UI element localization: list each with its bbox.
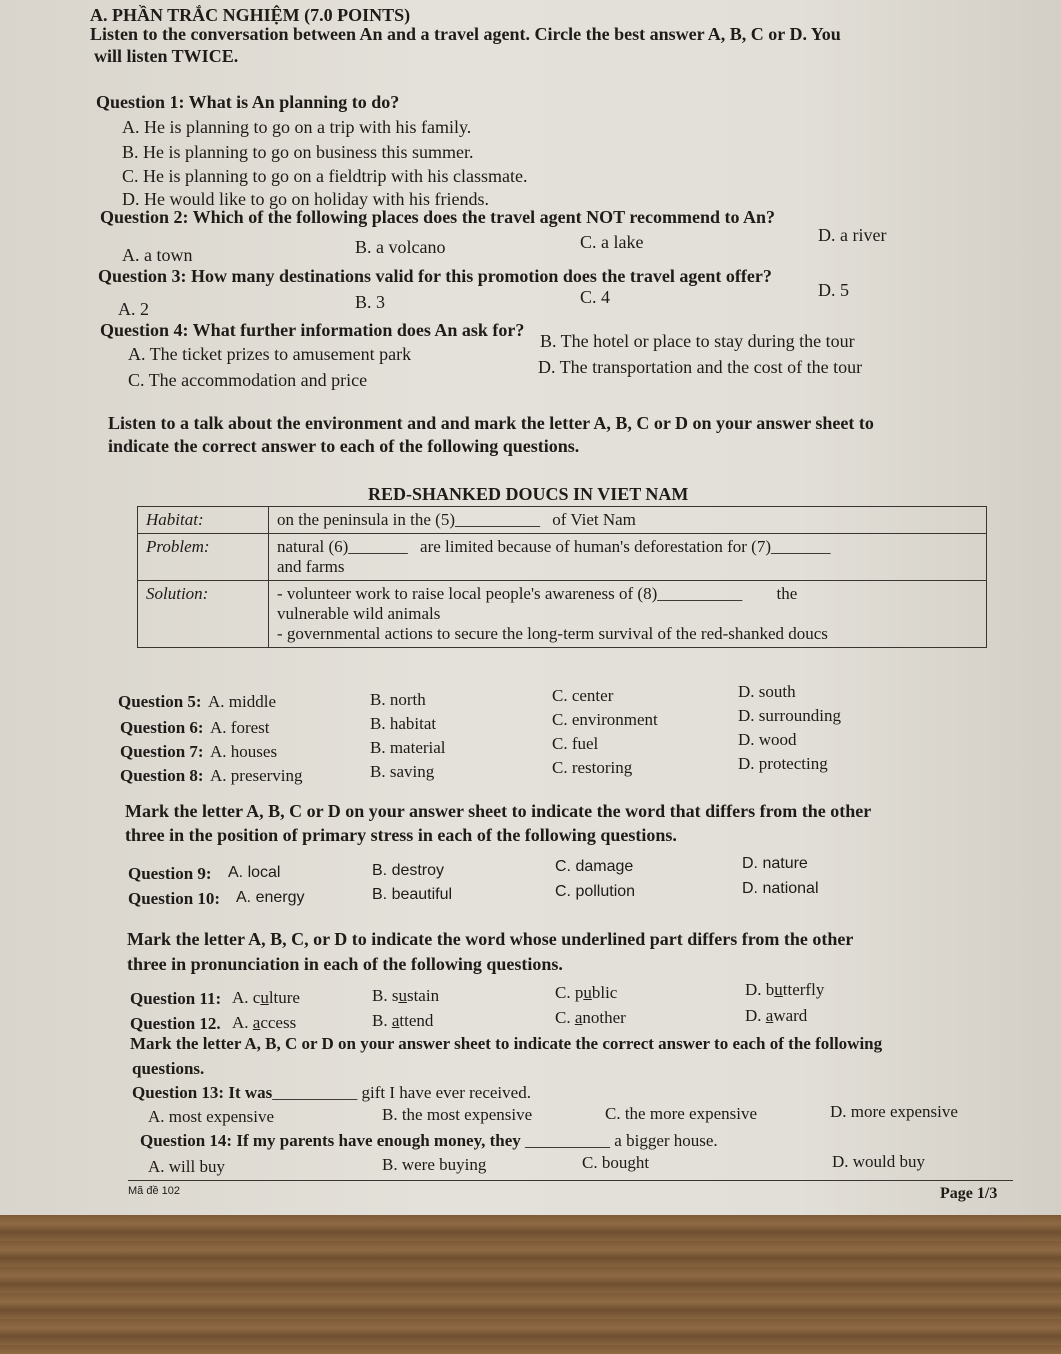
q11-option-c: C. public <box>555 983 618 1002</box>
q7-option-c: C. fuel <box>552 734 599 753</box>
blank-13: __________ <box>272 1083 358 1102</box>
q1-option-b: B. He is planning to go on business this summer. <box>122 142 474 162</box>
row-label: Habitat: <box>138 507 269 534</box>
q5-option-c: C. center <box>552 686 614 705</box>
q4-option-a: A. The ticket prizes to amusement park <box>128 344 412 364</box>
problem-text-end: and farms <box>277 557 345 576</box>
q14-option-a: A. will buy <box>148 1157 225 1176</box>
blank-6: _______ <box>348 537 408 556</box>
section-title: A. PHẦN TRẮC NGHIỆM (7.0 POINTS) <box>90 5 411 25</box>
q3-option-b: B. 3 <box>355 292 386 312</box>
row-content <box>269 581 987 648</box>
q14-option-d: D. would buy <box>832 1152 926 1171</box>
blank-14: __________ <box>525 1131 611 1150</box>
doucs-table <box>137 506 987 648</box>
q1-option-c: C. He is planning to go on a fieldtrip with his classmate. <box>122 166 528 186</box>
q13-option-d: D. more expensive <box>830 1102 958 1121</box>
question-4: Question 4: What further information does An ask for? <box>100 320 525 340</box>
question-5: Question 5: <box>118 692 202 711</box>
question-6: Question 6: <box>120 718 204 737</box>
part4-instruction-line-1: Mark the letter A, B, C, or D to indicate the word whose underlined part differs from the other <box>127 929 854 949</box>
problem-text: natural (6) <box>277 537 349 556</box>
part5-instruction-line-1: Mark the letter A, B, C or D on your answer sheet to indicate the correct answer to each of the following <box>130 1034 883 1053</box>
question-9: Question 9: <box>128 864 212 883</box>
table-row-habitat <box>138 507 987 534</box>
q12-option-c: C. another <box>555 1008 626 1027</box>
row-content <box>269 534 987 581</box>
exam-code: Mã đề 102 <box>128 1185 180 1197</box>
q11-option-b: B. sustain <box>372 986 440 1005</box>
q7-option-b: B. material <box>370 738 446 757</box>
q2-option-b: B. a volcano <box>355 237 446 257</box>
q4-option-b: B. The hotel or place to stay during the tour <box>540 331 855 351</box>
solution-text: - volunteer work to raise local people's awareness of (8) <box>277 584 658 603</box>
part3-instruction-line-2: three in the position of primary stress in each of the following questions. <box>125 825 677 845</box>
q14-option-b: B. were buying <box>382 1155 487 1174</box>
question-10: Question 10: <box>128 889 221 908</box>
instruction-line-1: Listen to the conversation between An and a travel agent. Circle the best answer A, B, C or D. You <box>90 24 841 44</box>
q4-option-c: C. The accommodation and price <box>128 370 368 390</box>
blank-7: _______ <box>771 537 831 556</box>
question-12: Question 12. <box>130 1014 221 1033</box>
solution-text-mid: the <box>776 584 798 603</box>
q8-option-c: C. restoring <box>552 758 633 777</box>
q8-option-b: B. saving <box>370 762 435 781</box>
q2-option-d: D. a river <box>818 225 887 245</box>
q7-option-a: A. houses <box>210 742 278 761</box>
q10-option-a: A. energy <box>236 889 305 906</box>
q11-option-a: A. culture <box>232 988 300 1007</box>
wooden-surface <box>0 1215 1061 1354</box>
question-13: Question 13: It was__________ gift I have ever received. <box>132 1083 531 1102</box>
q1-option-d: D. He would like to go on holiday with his friends. <box>122 189 489 209</box>
q3-option-d: D. 5 <box>818 280 849 300</box>
solution-text-line3: - governmental actions to secure the long-term survival of the red-shanked doucs <box>277 624 828 643</box>
q13-option-c: C. the more expensive <box>605 1104 758 1123</box>
q3-option-c: C. 4 <box>580 287 611 307</box>
blank-5: __________ <box>455 510 540 529</box>
q2-option-a: A. a town <box>122 245 193 265</box>
instruction-line-2: will listen TWICE. <box>94 46 239 66</box>
question-3: Question 3: How many destinations valid for this promotion does the travel agent offer? <box>98 266 772 286</box>
habitat-text-end: of Viet Nam <box>552 510 636 529</box>
part5-instruction-line-2: questions. <box>132 1059 205 1078</box>
q9-option-d: D. nature <box>742 855 808 872</box>
question-8: Question 8: <box>120 766 204 785</box>
q12-option-b: B. attend <box>372 1011 434 1030</box>
q3-option-a: A. 2 <box>118 299 149 319</box>
part4-instruction-line-2: three in pronunciation in each of the following questions. <box>127 954 563 974</box>
q10-option-c: C. pollution <box>555 883 636 900</box>
q5-option-b: B. north <box>370 690 426 709</box>
q10-option-d: D. national <box>742 880 819 897</box>
question-1: Question 1: What is An planning to do? <box>96 92 400 112</box>
question-7: Question 7: <box>120 742 204 761</box>
q12-option-a: A. access <box>232 1013 297 1032</box>
q5-option-d: D. south <box>738 682 796 701</box>
row-label: Problem: <box>138 534 269 581</box>
solution-text-line2: vulnerable wild animals <box>277 604 441 623</box>
q8-option-d: D. protecting <box>738 754 828 773</box>
q2-option-c: C. a lake <box>580 232 644 252</box>
q10-option-b: B. beautiful <box>372 886 453 903</box>
q9-option-c: C. damage <box>555 858 634 875</box>
problem-text-mid: are limited because of human's deforestation for (7) <box>420 537 771 556</box>
footer-divider <box>128 1180 1013 1181</box>
page-number: Page 1/3 <box>940 1185 998 1202</box>
q13-option-a: A. most expensive <box>148 1107 275 1126</box>
question-14: Question 14: If my parents have enough money, they __________ a bigger house. <box>140 1131 718 1150</box>
q6-option-c: C. environment <box>552 710 658 729</box>
q6-option-b: B. habitat <box>370 714 437 733</box>
q14-option-c: C. bought <box>582 1153 650 1172</box>
q6-option-d: D. surrounding <box>738 706 841 725</box>
blank-8: __________ <box>657 584 743 603</box>
q12-option-d: D. award <box>745 1006 808 1025</box>
part3-instruction-line-1: Mark the letter A, B, C or D on your answer sheet to indicate the word that differs from the other <box>125 801 872 821</box>
row-content <box>269 507 987 534</box>
q9-option-b: B. destroy <box>372 862 445 879</box>
q4-option-d: D. The transportation and the cost of the tour <box>538 357 863 377</box>
q6-option-a: A. forest <box>210 718 270 737</box>
table-title: RED-SHANKED DOUCS IN VIET NAM <box>368 484 689 504</box>
q8-option-a: A. preserving <box>210 766 303 785</box>
q5-option-a: A. middle <box>208 692 276 711</box>
q1-option-a: A. He is planning to go on a trip with his family. <box>122 117 472 137</box>
part2-instruction-line-2: indicate the correct answer to each of the following questions. <box>108 436 580 456</box>
table-row-solution <box>138 581 987 648</box>
question-2: Question 2: Which of the following places does the travel agent NOT recommend to An? <box>100 207 775 227</box>
table-row-problem <box>138 534 987 581</box>
question-11: Question 11: <box>130 989 222 1008</box>
q7-option-d: D. wood <box>738 730 797 749</box>
row-label: Solution: <box>138 581 269 648</box>
habitat-text: on the peninsula in the (5) <box>277 510 455 529</box>
part2-instruction-line-1: Listen to a talk about the environment and and mark the letter A, B, C or D on your answer sheet to <box>108 413 874 433</box>
q11-option-d: D. butterfly <box>745 980 825 999</box>
q13-option-b: B. the most expensive <box>382 1105 533 1124</box>
q9-option-a: A. local <box>228 864 281 881</box>
